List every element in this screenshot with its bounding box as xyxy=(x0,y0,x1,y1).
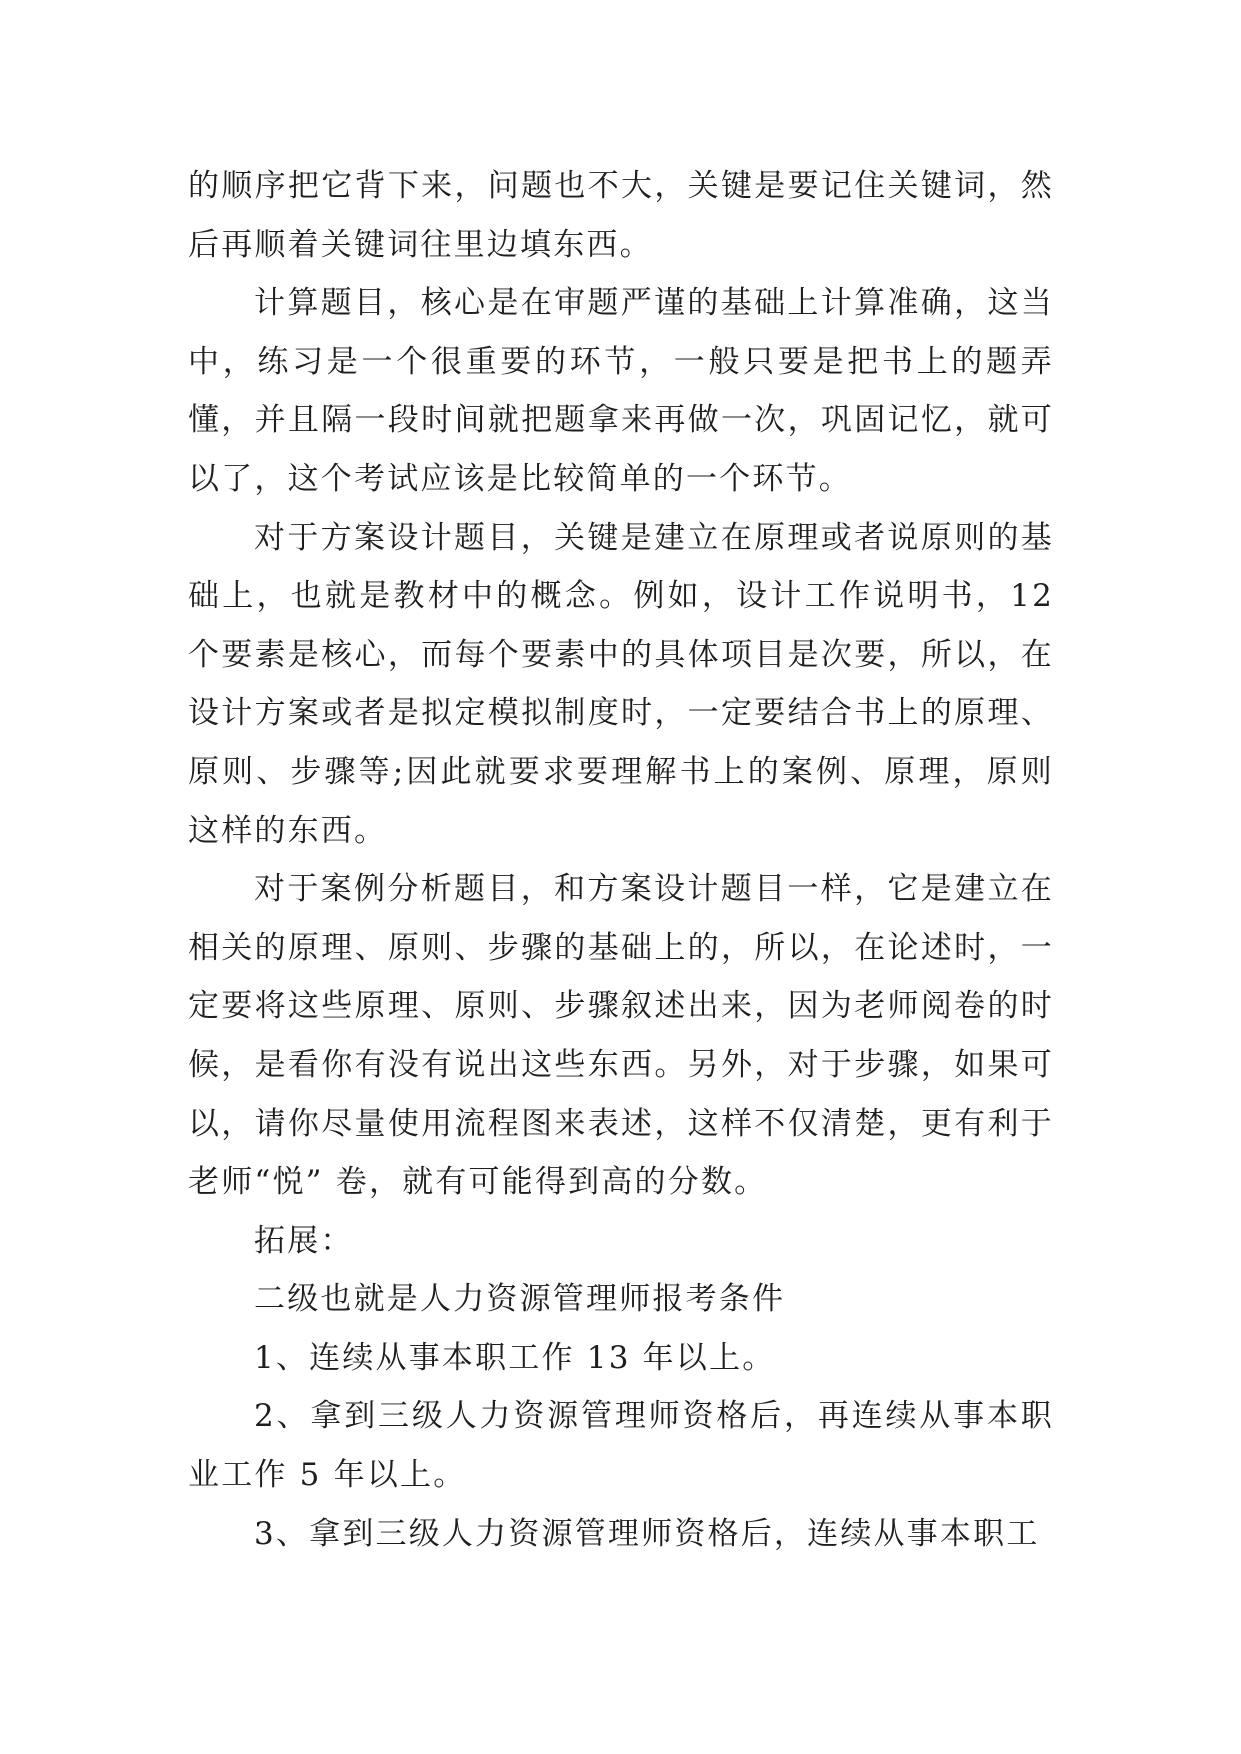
paragraph-1: 的顺序把它背下来，问题也不大，关键是要记住关键词，然后再顺着关键词往里边填东西。 xyxy=(188,168,1054,263)
paragraph-6: 二级也就是人力资源管理师报考条件 xyxy=(254,1281,786,1318)
paragraph-7: 1、连续从事本职工作 13 年以上。 xyxy=(254,1339,776,1376)
paragraph-2: 计算题目，核心是在审题严谨的基础上计算准确，这当中，练习是一个很重要的环节，一般只要是把书上的题弄懂，并且隔一段时间就把题拿来再做一次，巩固记忆，就可以了，这个考试应该是比较简单的一个环节。 xyxy=(188,285,1054,497)
paragraph-8: 2、拿到三级人力资源管理师资格后，再连续从事本职业工作 5 年以上。 xyxy=(188,1398,1054,1494)
document-body xyxy=(188,157,1054,1563)
paragraph-9: 3、拿到三级人力资源管理师资格后，连续从事本职工 xyxy=(254,1515,1040,1552)
paragraph-4: 对于案例分析题目，和方案设计题目一样，它是建立在相关的原理、原则、步骤的基础上的，所以，在论述时，一定要将这些原理、原则、步骤叙述出来，因为老师阅卷的时候，是看你有没有说出这些东西。另外，对于步骤，如果可以，请你尽量使用流程图来表述，这样不仅清楚，更有利于老师“悦” 卷，就有可能得到高的分数。 xyxy=(188,871,1054,1201)
paragraph-3: 对于方案设计题目，关键是建立在原理或者说原则的基础上，也就是教材中的概念。例如，设计工作说明书，12个要素是核心，而每个要素中的具体项目是次要，所以，在设计方案或者是拟定模拟制度时，一定要结合书上的原理、原则、步骤等;因此就要求要理解书上的案例、原理，原则这样的东西。 xyxy=(188,519,1054,849)
paragraph-5: 拓展： xyxy=(254,1222,354,1259)
